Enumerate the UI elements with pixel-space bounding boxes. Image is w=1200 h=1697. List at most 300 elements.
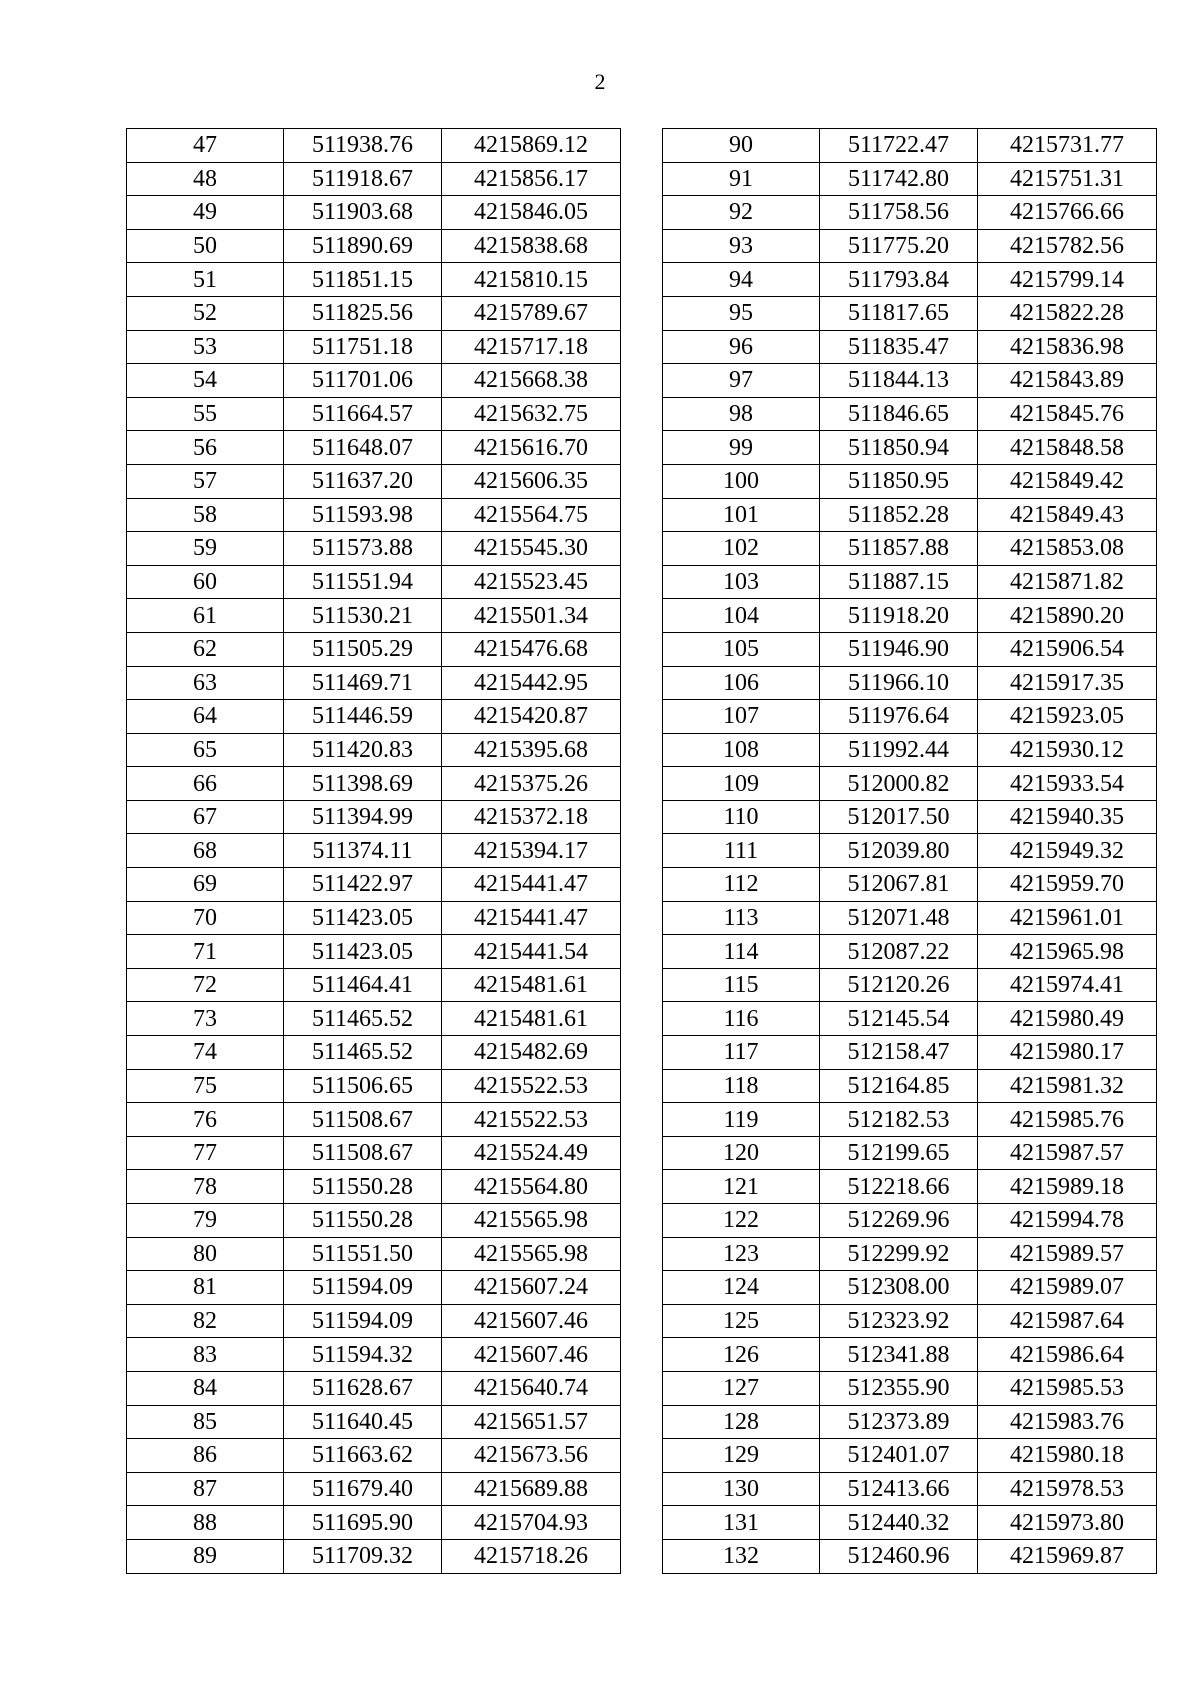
y-coordinate-cell: 4215441.54 (442, 935, 621, 969)
x-coordinate-cell: 511530.21 (284, 599, 442, 633)
table-row (663, 1506, 1157, 1540)
x-coordinate-cell: 511679.40 (284, 1472, 442, 1506)
point-number-cell: 92 (663, 196, 820, 230)
x-coordinate-cell: 511890.69 (284, 229, 442, 263)
table-row (663, 800, 1157, 834)
y-coordinate-cell: 4215838.68 (442, 229, 621, 263)
point-number-cell: 95 (663, 296, 820, 330)
table-row (663, 532, 1157, 566)
point-number-cell: 112 (663, 868, 820, 902)
table-row (127, 330, 621, 364)
point-number-cell: 54 (127, 364, 284, 398)
table-row (663, 1405, 1157, 1439)
y-coordinate-cell: 4215616.70 (442, 431, 621, 465)
point-number-cell: 111 (663, 834, 820, 868)
point-number-cell: 63 (127, 666, 284, 700)
point-number-cell: 122 (663, 1204, 820, 1238)
table-row (663, 1539, 1157, 1573)
point-number-cell: 104 (663, 599, 820, 633)
y-coordinate-cell: 4215632.75 (442, 397, 621, 431)
table-row (127, 431, 621, 465)
x-coordinate-cell: 511464.41 (284, 968, 442, 1002)
coordinates-table-left (126, 128, 621, 1574)
point-number-cell: 85 (127, 1405, 284, 1439)
point-number-cell: 128 (663, 1405, 820, 1439)
x-coordinate-cell: 511817.65 (820, 296, 978, 330)
point-number-cell: 69 (127, 868, 284, 902)
table-row (663, 968, 1157, 1002)
x-coordinate-cell: 512355.90 (820, 1371, 978, 1405)
x-coordinate-cell: 511423.05 (284, 901, 442, 935)
y-coordinate-cell: 4215989.57 (978, 1237, 1157, 1271)
table-row (127, 464, 621, 498)
y-coordinate-cell: 4215994.78 (978, 1204, 1157, 1238)
y-coordinate-cell: 4215545.30 (442, 532, 621, 566)
point-number-cell: 83 (127, 1338, 284, 1372)
x-coordinate-cell: 511695.90 (284, 1506, 442, 1540)
y-coordinate-cell: 4215782.56 (978, 229, 1157, 263)
point-number-cell: 131 (663, 1506, 820, 1540)
y-coordinate-cell: 4215395.68 (442, 733, 621, 767)
x-coordinate-cell: 511573.88 (284, 532, 442, 566)
table-row (663, 1170, 1157, 1204)
y-coordinate-cell: 4215799.14 (978, 263, 1157, 297)
y-coordinate-cell: 4215846.05 (442, 196, 621, 230)
y-coordinate-cell: 4215981.32 (978, 1069, 1157, 1103)
point-number-cell: 86 (127, 1439, 284, 1473)
y-coordinate-cell: 4215607.24 (442, 1271, 621, 1305)
point-number-cell: 48 (127, 162, 284, 196)
y-coordinate-cell: 4215394.17 (442, 834, 621, 868)
x-coordinate-cell: 511844.13 (820, 364, 978, 398)
y-coordinate-cell: 4215980.17 (978, 1036, 1157, 1070)
x-coordinate-cell: 511469.71 (284, 666, 442, 700)
table-row (663, 935, 1157, 969)
y-coordinate-cell: 4215959.70 (978, 868, 1157, 902)
y-coordinate-cell: 4215849.43 (978, 498, 1157, 532)
x-coordinate-cell: 511550.28 (284, 1170, 442, 1204)
table-row (663, 1304, 1157, 1338)
y-coordinate-cell: 4215751.31 (978, 162, 1157, 196)
y-coordinate-cell: 4215810.15 (442, 263, 621, 297)
y-coordinate-cell: 4215871.82 (978, 565, 1157, 599)
y-coordinate-cell: 4215523.45 (442, 565, 621, 599)
table-row (663, 834, 1157, 868)
table-row (663, 1439, 1157, 1473)
y-coordinate-cell: 4215476.68 (442, 632, 621, 666)
point-number-cell: 91 (663, 162, 820, 196)
point-number-cell: 49 (127, 196, 284, 230)
point-number-cell: 64 (127, 700, 284, 734)
y-coordinate-cell: 4215481.61 (442, 968, 621, 1002)
x-coordinate-cell: 511751.18 (284, 330, 442, 364)
x-coordinate-cell: 511648.07 (284, 431, 442, 465)
table-row (663, 1069, 1157, 1103)
y-coordinate-cell: 4215978.53 (978, 1472, 1157, 1506)
point-number-cell: 96 (663, 330, 820, 364)
y-coordinate-cell: 4215980.49 (978, 1002, 1157, 1036)
x-coordinate-cell: 512373.89 (820, 1405, 978, 1439)
x-coordinate-cell: 511846.65 (820, 397, 978, 431)
y-coordinate-cell: 4215564.80 (442, 1170, 621, 1204)
y-coordinate-cell: 4215987.57 (978, 1136, 1157, 1170)
table-row (663, 565, 1157, 599)
point-number-cell: 116 (663, 1002, 820, 1036)
point-number-cell: 87 (127, 1472, 284, 1506)
y-coordinate-cell: 4215372.18 (442, 800, 621, 834)
table-row (663, 1103, 1157, 1137)
point-number-cell: 123 (663, 1237, 820, 1271)
table-row (663, 1338, 1157, 1372)
y-coordinate-cell: 4215704.93 (442, 1506, 621, 1540)
point-number-cell: 107 (663, 700, 820, 734)
point-number-cell: 71 (127, 935, 284, 969)
y-coordinate-cell: 4215973.80 (978, 1506, 1157, 1540)
table-row (663, 1002, 1157, 1036)
point-number-cell: 98 (663, 397, 820, 431)
x-coordinate-cell: 511918.20 (820, 599, 978, 633)
x-coordinate-cell: 511664.57 (284, 397, 442, 431)
x-coordinate-cell: 512071.48 (820, 901, 978, 935)
y-coordinate-cell: 4215442.95 (442, 666, 621, 700)
table-row (663, 196, 1157, 230)
table-row (663, 1136, 1157, 1170)
point-number-cell: 61 (127, 599, 284, 633)
x-coordinate-cell: 511850.95 (820, 464, 978, 498)
point-number-cell: 56 (127, 431, 284, 465)
x-coordinate-cell: 511976.64 (820, 700, 978, 734)
x-coordinate-cell: 511918.67 (284, 162, 442, 196)
table-row (663, 162, 1157, 196)
y-coordinate-cell: 4215930.12 (978, 733, 1157, 767)
point-number-cell: 58 (127, 498, 284, 532)
y-coordinate-cell: 4215906.54 (978, 632, 1157, 666)
x-coordinate-cell: 512182.53 (820, 1103, 978, 1137)
x-coordinate-cell: 511506.65 (284, 1069, 442, 1103)
table-row (127, 901, 621, 935)
table-row (127, 1271, 621, 1305)
point-number-cell: 108 (663, 733, 820, 767)
y-coordinate-cell: 4215848.58 (978, 431, 1157, 465)
point-number-cell: 132 (663, 1539, 820, 1573)
x-coordinate-cell: 511887.15 (820, 565, 978, 599)
y-coordinate-cell: 4215989.18 (978, 1170, 1157, 1204)
point-number-cell: 82 (127, 1304, 284, 1338)
x-coordinate-cell: 511594.09 (284, 1304, 442, 1338)
table-row (663, 330, 1157, 364)
x-coordinate-cell: 511852.28 (820, 498, 978, 532)
table-row (127, 1506, 621, 1540)
y-coordinate-cell: 4215522.53 (442, 1069, 621, 1103)
point-number-cell: 101 (663, 498, 820, 532)
point-number-cell: 53 (127, 330, 284, 364)
y-coordinate-cell: 4215766.66 (978, 196, 1157, 230)
x-coordinate-cell: 511628.67 (284, 1371, 442, 1405)
table-row (127, 1405, 621, 1439)
x-coordinate-cell: 512413.66 (820, 1472, 978, 1506)
point-number-cell: 62 (127, 632, 284, 666)
point-number-cell: 105 (663, 632, 820, 666)
point-number-cell: 119 (663, 1103, 820, 1137)
point-number-cell: 57 (127, 464, 284, 498)
table-row (127, 1338, 621, 1372)
y-coordinate-cell: 4215522.53 (442, 1103, 621, 1137)
x-coordinate-cell: 512039.80 (820, 834, 978, 868)
table-row (127, 1103, 621, 1137)
point-number-cell: 55 (127, 397, 284, 431)
point-number-cell: 130 (663, 1472, 820, 1506)
table-row (663, 464, 1157, 498)
point-number-cell: 100 (663, 464, 820, 498)
table-row (127, 364, 621, 398)
y-coordinate-cell: 4215651.57 (442, 1405, 621, 1439)
x-coordinate-cell: 511857.88 (820, 532, 978, 566)
table-row (663, 1204, 1157, 1238)
x-coordinate-cell: 511709.32 (284, 1539, 442, 1573)
x-coordinate-cell: 511423.05 (284, 935, 442, 969)
table-row (127, 1304, 621, 1338)
table-row (127, 935, 621, 969)
x-coordinate-cell: 512308.00 (820, 1271, 978, 1305)
table-row (663, 263, 1157, 297)
point-number-cell: 78 (127, 1170, 284, 1204)
table-row (127, 834, 621, 868)
x-coordinate-cell: 512067.81 (820, 868, 978, 902)
coordinates-table-left-body (127, 129, 621, 1574)
y-coordinate-cell: 4215974.41 (978, 968, 1157, 1002)
table-row (663, 767, 1157, 801)
y-coordinate-cell: 4215524.49 (442, 1136, 621, 1170)
point-number-cell: 73 (127, 1002, 284, 1036)
y-coordinate-cell: 4215441.47 (442, 901, 621, 935)
y-coordinate-cell: 4215985.53 (978, 1371, 1157, 1405)
y-coordinate-cell: 4215989.07 (978, 1271, 1157, 1305)
table-row (127, 1539, 621, 1573)
point-number-cell: 125 (663, 1304, 820, 1338)
x-coordinate-cell: 511903.68 (284, 196, 442, 230)
point-number-cell: 114 (663, 935, 820, 969)
point-number-cell: 47 (127, 129, 284, 163)
table-row (663, 1472, 1157, 1506)
y-coordinate-cell: 4215949.32 (978, 834, 1157, 868)
table-row (127, 565, 621, 599)
x-coordinate-cell: 511465.52 (284, 1036, 442, 1070)
x-coordinate-cell: 512401.07 (820, 1439, 978, 1473)
x-coordinate-cell: 511946.90 (820, 632, 978, 666)
y-coordinate-cell: 4215986.64 (978, 1338, 1157, 1372)
table-row (663, 129, 1157, 163)
y-coordinate-cell: 4215980.18 (978, 1439, 1157, 1473)
point-number-cell: 118 (663, 1069, 820, 1103)
x-coordinate-cell: 511758.56 (820, 196, 978, 230)
x-coordinate-cell: 511398.69 (284, 767, 442, 801)
y-coordinate-cell: 4215987.64 (978, 1304, 1157, 1338)
x-coordinate-cell: 511593.98 (284, 498, 442, 532)
point-number-cell: 115 (663, 968, 820, 1002)
table-row (127, 700, 621, 734)
table-row (663, 700, 1157, 734)
x-coordinate-cell: 512000.82 (820, 767, 978, 801)
table-row (127, 1204, 621, 1238)
point-number-cell: 102 (663, 532, 820, 566)
point-number-cell: 75 (127, 1069, 284, 1103)
y-coordinate-cell: 4215983.76 (978, 1405, 1157, 1439)
x-coordinate-cell: 511594.32 (284, 1338, 442, 1372)
y-coordinate-cell: 4215717.18 (442, 330, 621, 364)
point-number-cell: 106 (663, 666, 820, 700)
point-number-cell: 88 (127, 1506, 284, 1540)
table-row (663, 397, 1157, 431)
y-coordinate-cell: 4215689.88 (442, 1472, 621, 1506)
x-coordinate-cell: 511835.47 (820, 330, 978, 364)
y-coordinate-cell: 4215940.35 (978, 800, 1157, 834)
table-row (127, 296, 621, 330)
x-coordinate-cell: 511663.62 (284, 1439, 442, 1473)
table-row (663, 632, 1157, 666)
x-coordinate-cell: 511640.45 (284, 1405, 442, 1439)
y-coordinate-cell: 4215606.35 (442, 464, 621, 498)
x-coordinate-cell: 511825.56 (284, 296, 442, 330)
table-row (127, 1170, 621, 1204)
point-number-cell: 60 (127, 565, 284, 599)
table-row (127, 397, 621, 431)
table-row (127, 532, 621, 566)
table-row (127, 229, 621, 263)
y-coordinate-cell: 4215822.28 (978, 296, 1157, 330)
point-number-cell: 129 (663, 1439, 820, 1473)
y-coordinate-cell: 4215969.87 (978, 1539, 1157, 1573)
y-coordinate-cell: 4215849.42 (978, 464, 1157, 498)
x-coordinate-cell: 511422.97 (284, 868, 442, 902)
table-row (663, 1371, 1157, 1405)
y-coordinate-cell: 4215564.75 (442, 498, 621, 532)
y-coordinate-cell: 4215923.05 (978, 700, 1157, 734)
point-number-cell: 121 (663, 1170, 820, 1204)
point-number-cell: 79 (127, 1204, 284, 1238)
y-coordinate-cell: 4215668.38 (442, 364, 621, 398)
table-row (127, 1002, 621, 1036)
y-coordinate-cell: 4215482.69 (442, 1036, 621, 1070)
y-coordinate-cell: 4215420.87 (442, 700, 621, 734)
table-row (663, 364, 1157, 398)
point-number-cell: 113 (663, 901, 820, 935)
x-coordinate-cell: 511420.83 (284, 733, 442, 767)
y-coordinate-cell: 4215565.98 (442, 1204, 621, 1238)
x-coordinate-cell: 511992.44 (820, 733, 978, 767)
y-coordinate-cell: 4215933.54 (978, 767, 1157, 801)
table-row (127, 800, 621, 834)
x-coordinate-cell: 511701.06 (284, 364, 442, 398)
y-coordinate-cell: 4215718.26 (442, 1539, 621, 1573)
y-coordinate-cell: 4215481.61 (442, 1002, 621, 1036)
y-coordinate-cell: 4215501.34 (442, 599, 621, 633)
coordinates-table-right (662, 128, 1157, 1574)
x-coordinate-cell: 511550.28 (284, 1204, 442, 1238)
table-row (127, 1472, 621, 1506)
x-coordinate-cell: 511508.67 (284, 1103, 442, 1137)
x-coordinate-cell: 512269.96 (820, 1204, 978, 1238)
y-coordinate-cell: 4215869.12 (442, 129, 621, 163)
x-coordinate-cell: 511465.52 (284, 1002, 442, 1036)
table-row (663, 296, 1157, 330)
point-number-cell: 65 (127, 733, 284, 767)
x-coordinate-cell: 512120.26 (820, 968, 978, 1002)
x-coordinate-cell: 511374.11 (284, 834, 442, 868)
table-row (663, 868, 1157, 902)
x-coordinate-cell: 511938.76 (284, 129, 442, 163)
point-number-cell: 124 (663, 1271, 820, 1305)
table-row (127, 498, 621, 532)
point-number-cell: 94 (663, 263, 820, 297)
y-coordinate-cell: 4215789.67 (442, 296, 621, 330)
x-coordinate-cell: 512087.22 (820, 935, 978, 969)
table-row (127, 1439, 621, 1473)
point-number-cell: 50 (127, 229, 284, 263)
point-number-cell: 70 (127, 901, 284, 935)
x-coordinate-cell: 512158.47 (820, 1036, 978, 1070)
table-row (127, 968, 621, 1002)
x-coordinate-cell: 511637.20 (284, 464, 442, 498)
table-row (663, 666, 1157, 700)
point-number-cell: 93 (663, 229, 820, 263)
point-number-cell: 90 (663, 129, 820, 163)
table-row (127, 129, 621, 163)
table-row (127, 1136, 621, 1170)
y-coordinate-cell: 4215961.01 (978, 901, 1157, 935)
x-coordinate-cell: 512299.92 (820, 1237, 978, 1271)
table-row (127, 868, 621, 902)
point-number-cell: 97 (663, 364, 820, 398)
point-number-cell: 80 (127, 1237, 284, 1271)
x-coordinate-cell: 512145.54 (820, 1002, 978, 1036)
table-row (127, 1237, 621, 1271)
table-row (663, 1271, 1157, 1305)
y-coordinate-cell: 4215565.98 (442, 1237, 621, 1271)
table-row (127, 599, 621, 633)
table-row (127, 1069, 621, 1103)
x-coordinate-cell: 511551.50 (284, 1237, 442, 1271)
table-row (127, 767, 621, 801)
y-coordinate-cell: 4215843.89 (978, 364, 1157, 398)
point-number-cell: 126 (663, 1338, 820, 1372)
y-coordinate-cell: 4215607.46 (442, 1338, 621, 1372)
x-coordinate-cell: 512164.85 (820, 1069, 978, 1103)
table-row (127, 263, 621, 297)
point-number-cell: 109 (663, 767, 820, 801)
point-number-cell: 110 (663, 800, 820, 834)
point-number-cell: 74 (127, 1036, 284, 1070)
y-coordinate-cell: 4215890.20 (978, 599, 1157, 633)
point-number-cell: 99 (663, 431, 820, 465)
y-coordinate-cell: 4215836.98 (978, 330, 1157, 364)
y-coordinate-cell: 4215853.08 (978, 532, 1157, 566)
x-coordinate-cell: 512323.92 (820, 1304, 978, 1338)
point-number-cell: 117 (663, 1036, 820, 1070)
point-number-cell: 51 (127, 263, 284, 297)
point-number-cell: 77 (127, 1136, 284, 1170)
point-number-cell: 84 (127, 1371, 284, 1405)
x-coordinate-cell: 511446.59 (284, 700, 442, 734)
y-coordinate-cell: 4215441.47 (442, 868, 621, 902)
point-number-cell: 76 (127, 1103, 284, 1137)
x-coordinate-cell: 511966.10 (820, 666, 978, 700)
y-coordinate-cell: 4215965.98 (978, 935, 1157, 969)
point-number-cell: 72 (127, 968, 284, 1002)
x-coordinate-cell: 512440.32 (820, 1506, 978, 1540)
y-coordinate-cell: 4215856.17 (442, 162, 621, 196)
point-number-cell: 81 (127, 1271, 284, 1305)
table-row (127, 1036, 621, 1070)
